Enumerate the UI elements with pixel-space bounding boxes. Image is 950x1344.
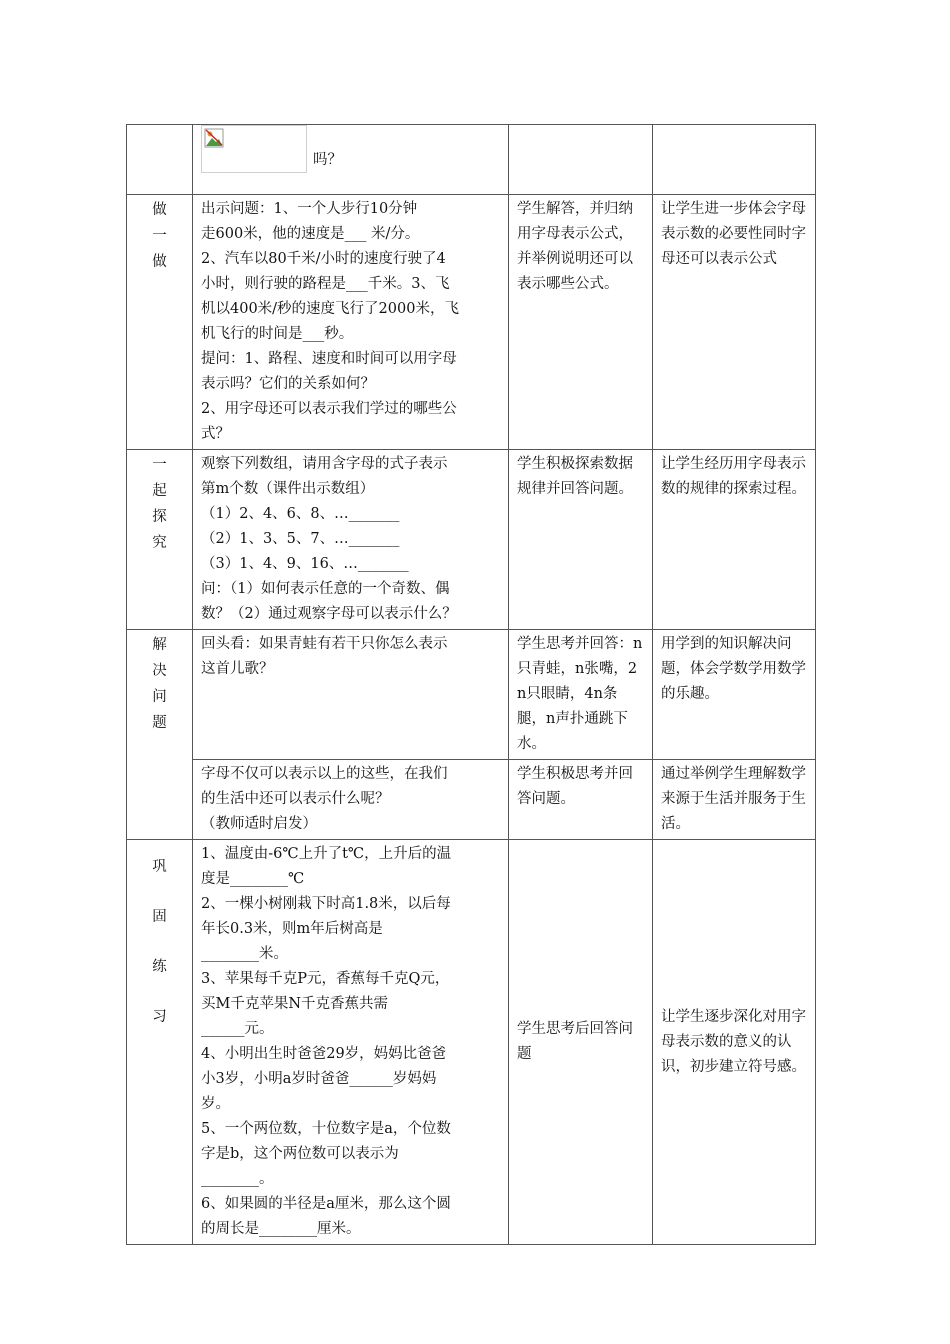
text-line: （2）1、3、5、7、…_______ — [201, 531, 400, 547]
text-line: 提问：1、路程、速度和时间可以用字母 — [201, 351, 457, 367]
text-line: 问：（1）如何表示任意的一个奇数、偶 — [201, 581, 450, 597]
activity-cell — [193, 760, 509, 840]
text-line: ________。 — [201, 1171, 274, 1187]
text-line: 6、如果圆的半径是a厘米，那么这个圆 — [201, 1196, 451, 1212]
text-line: 岁。 — [201, 1096, 230, 1112]
section-label: 一起探究 — [152, 457, 167, 551]
intent-cell: 通过举例学生理解数学来源于生活并服务于生活。 — [653, 760, 816, 840]
text-line: ______元。 — [201, 1021, 274, 1037]
section-cell — [127, 195, 193, 450]
section-cell — [127, 450, 193, 630]
text-line: 2、汽车以80千米/小时的速度行驶了4 — [201, 251, 446, 267]
table-row — [127, 760, 816, 840]
student-cell: 学生思考后回答问题 — [509, 840, 653, 1245]
text-line: （教师适时启发） — [201, 816, 317, 832]
table-row — [127, 125, 816, 195]
text-line: 观察下列数组，请用含字母的式子表示 — [201, 456, 448, 472]
text-line: 4、小明出生时爸爸29岁，妈妈比爸爸 — [201, 1046, 447, 1062]
broken-image-icon — [201, 125, 307, 173]
text-line: 这首儿歌？ — [201, 661, 274, 677]
image-caption: 吗？ — [313, 152, 342, 168]
text-line: 小3岁，小明a岁时爸爸______岁妈妈 — [201, 1071, 437, 1087]
text-line: （1）2、4、6、8、…_______ — [201, 506, 400, 522]
section-label: 解决问题 — [152, 637, 167, 731]
table-row — [127, 840, 816, 1245]
intent-cell: 让学生进一步体会字母表示数的必要性同时字母还可以表示公式 — [653, 195, 816, 450]
text-line: 式？ — [201, 426, 230, 442]
text-line: 出示问题：1、一个人步行10分钟 — [201, 201, 418, 217]
activity-cell — [193, 630, 509, 760]
table-row — [127, 630, 816, 760]
text-line: 的周长是________厘米。 — [201, 1221, 361, 1237]
section-cell — [127, 840, 193, 1245]
text-line: 的生活中还可以表示什么呢？ — [201, 791, 390, 807]
activity-cell — [193, 125, 509, 195]
activity-cell — [193, 840, 509, 1245]
text-line: 1、温度由-6℃上升了t℃，上升后的温 — [201, 846, 452, 862]
text-line: 买M千克苹果N千克香蕉共需 — [201, 996, 389, 1012]
student-cell: 学生解答，并归纳用字母表示公式，并举例说明还可以表示哪些公式。 — [509, 195, 653, 450]
intent-cell: 让学生逐步深化对用字母表示数的意义的认识，初步建立符号感。 — [653, 840, 816, 1245]
text-line: 机以400米/秒的速度飞行了2000米，飞 — [201, 301, 459, 317]
text-line: 2、用字母还可以表示我们学过的哪些公 — [201, 401, 457, 417]
text-line: 5、一个两位数，十位数字是a，个位数 — [201, 1121, 451, 1137]
table-row — [127, 450, 816, 630]
section-cell — [127, 630, 193, 840]
activity-cell — [193, 450, 509, 630]
text-line: 走600米，他的速度是___ 米/分。 — [201, 226, 420, 242]
text-line: 字是b，这个两位数可以表示为 — [201, 1146, 399, 1162]
text-line: 表示吗？它们的关系如何？ — [201, 376, 375, 392]
text-line: 第m个数（课件出示数组） — [201, 481, 375, 497]
section-label: 巩固练习 — [152, 859, 167, 1025]
lesson-plan-table — [126, 124, 816, 1245]
intent-cell: 让学生经历用字母表示数的规律的探索过程。 — [653, 450, 816, 630]
text-line: 2、一棵小树刚栽下时高1.8米，以后每 — [201, 896, 451, 912]
section-cell — [127, 125, 193, 195]
text-line: 年长0.3米，则m年后树高是 — [201, 921, 383, 937]
text-line: ________米。 — [201, 946, 288, 962]
text-line: 字母不仅可以表示以上的这些，在我们 — [201, 766, 448, 782]
text-line: （3）1、4、9、16、…_______ — [201, 556, 409, 572]
student-cell: 学生思考并回答：n只青蛙，n张嘴，2n只眼睛，4n条腿，n声扑通跳下水。 — [509, 630, 653, 760]
text-line: 回头看：如果青蛙有若干只你怎么表示 — [201, 636, 448, 652]
intent-cell: 用学到的知识解决问题，体会学数学用数学的乐趣。 — [653, 630, 816, 760]
text-line: 数？（2）通过观察字母可以表示什么？ — [201, 606, 457, 622]
student-cell — [509, 125, 653, 195]
text-line: 小时，则行驶的路程是___千米。3、飞 — [201, 276, 450, 292]
student-cell: 学生积极思考并回答问题。 — [509, 760, 653, 840]
intent-cell — [653, 125, 816, 195]
table-row — [127, 195, 816, 450]
text-line: 3、苹果每千克P元，香蕉每千克Q元， — [201, 971, 450, 987]
section-label: 做一做 — [152, 202, 167, 270]
student-cell: 学生积极探索数据规律并回答问题。 — [509, 450, 653, 630]
text-line: 度是________℃ — [201, 871, 305, 887]
text-line: 机飞行的时间是___秒。 — [201, 326, 354, 342]
activity-cell — [193, 195, 509, 450]
